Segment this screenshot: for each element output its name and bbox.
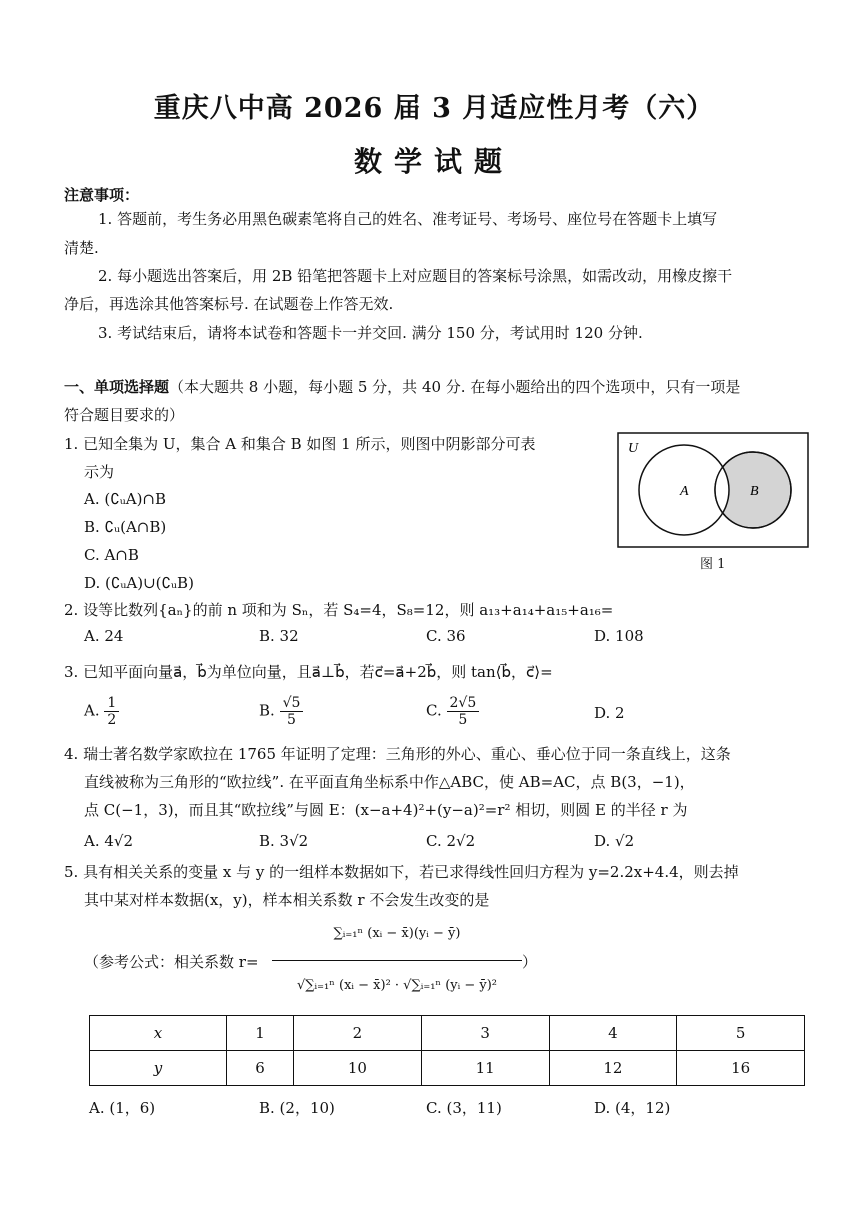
table-cell: 3: [421, 1016, 549, 1051]
q1-option-a: A. (∁ᵤA)∩B: [84, 490, 167, 508]
q4-option-c: C. 2√2: [426, 832, 476, 850]
table-cell: 1: [227, 1016, 294, 1051]
section1-desc-line1: （本大题共 8 小题，每小题 5 分，共 40 分. 在每小题给出的四个选项中，只有一项是: [169, 378, 741, 396]
formula-prefix: （参考公式：相关系数 r=: [84, 953, 259, 971]
q4-option-a: A. 4√2: [84, 832, 134, 850]
q4-stem-line3: 点 C(−1，3)，而且其“欧拉线”与圆 E：(x−a+4)²+(y−a)²=r² 相切，则圆 E 的半径 r 为: [84, 801, 688, 819]
q5-option-a: A. (1，6): [89, 1099, 156, 1117]
table-row: [90, 1051, 805, 1086]
note-3: 3. 考试结束后，请将本试卷和答题卡一并交回. 满分 150 分，考试用时 120 分钟.: [98, 324, 643, 342]
q4-stem-line2: 直线被称为三角形的“欧拉线”. 在平面直角坐标系中作△ABC，使 AB=AC，点 B(3，−1)，: [84, 773, 695, 791]
formula-suffix: ）: [522, 953, 538, 971]
q3-option-b-fraction: $\frac{√5}{5}$: [280, 695, 304, 728]
venn-diagram: [617, 432, 809, 548]
q4-option-b: B. 3√2: [259, 832, 309, 850]
table-cell: x: [90, 1016, 227, 1051]
table-cell: 11: [421, 1051, 549, 1086]
table-cell: 5: [677, 1016, 805, 1051]
label-u: U: [628, 441, 639, 456]
q5-option-d: D. (4，12): [594, 1099, 671, 1117]
q3-option-a-fraction: $\frac{1}{2}$: [104, 695, 119, 728]
q3-option-b-label: B.: [259, 701, 275, 720]
q3-option-c: [426, 695, 479, 728]
q1-option-b: B. ∁ᵤ(A∩B): [84, 518, 167, 536]
q1-stem-line2: 示为: [84, 463, 115, 481]
formula-fraction-bar: [272, 960, 522, 961]
section1-heading: 一、单项选择题: [64, 378, 170, 396]
q5-stem-line1: 5. 具有相关关系的变量 x 与 y 的一组样本数据如下，若已求得线性回归方程为 y=2.2x+4.4，则去掉: [64, 863, 739, 881]
label-b: B: [750, 484, 759, 499]
notes-heading: 注意事项：: [64, 186, 140, 204]
exam-subject: 数学试题: [353, 145, 514, 178]
q5-stem-line2: 其中某对样本数据(x，y)，样本相关系数 r 不会发生改变的是: [84, 891, 490, 909]
q3-option-a-label: A.: [84, 701, 100, 720]
formula-denominator: √∑ᵢ₌₁ⁿ (xᵢ − x̄)² · √∑ᵢ₌₁ⁿ (yᵢ − ȳ)²: [296, 978, 498, 993]
q2-option-a: A. 24: [84, 627, 124, 645]
sample-data-table: [89, 1015, 805, 1086]
q2-option-d: D. 108: [594, 627, 644, 645]
note-1-line1: 1. 答题前，考生务必用黑色碳素笔将自己的姓名、准考证号、考场号、座位号在答题卡上填写: [98, 210, 718, 228]
note-1-line2: 清楚.: [64, 239, 99, 257]
note-2-line2: 净后，再选涂其他答案标号. 在试题卷上作答无效.: [64, 295, 394, 313]
q3-option-d: D. 2: [594, 704, 625, 722]
table-cell: 2: [294, 1016, 422, 1051]
q3-option-a: [84, 695, 119, 728]
q3-option-b: [259, 695, 303, 728]
q2-option-c: C. 36: [426, 627, 466, 645]
formula-numerator: ∑ᵢ₌₁ⁿ (xᵢ − x̄)(yᵢ − ȳ): [333, 926, 461, 941]
q2-option-b: B. 32: [259, 627, 299, 645]
q3-option-c-fraction: $\frac{2√5}{5}$: [447, 695, 480, 728]
q1-option-c: C. A∩B: [84, 546, 139, 564]
label-a: A: [680, 484, 689, 499]
table-cell: 16: [677, 1051, 805, 1086]
q4-stem-line1: 4. 瑞士著名数学家欧拉在 1765 年证明了定理：三角形的外心、重心、垂心位于同一条直线上，这条: [64, 745, 731, 763]
exam-title: 重庆八中高 2026 届 3 月适应性月考（六）: [153, 93, 715, 124]
table-cell: 4: [549, 1016, 677, 1051]
q1-option-d: D. (∁ᵤA)∪(∁ᵤB): [84, 574, 194, 592]
table-cell: 12: [549, 1051, 677, 1086]
q5-option-c: C. (3，11): [426, 1099, 502, 1117]
section1-desc-line2: 符合题目要求的）: [64, 406, 185, 424]
note-2-line1: 2. 每小题选出答案后，用 2B 铅笔把答题卡上对应题目的答案标号涂黑，如需改动，用橡皮擦干: [98, 267, 733, 285]
table-cell: y: [90, 1051, 227, 1086]
table-cell: 10: [294, 1051, 422, 1086]
q2-stem: 2. 设等比数列{aₙ}的前 n 项和为 Sₙ，若 S₄=4，S₈=12，则 a₁₃+a₁₄+a₁₅+a₁₆=: [64, 601, 614, 619]
q4-option-d: D. √2: [594, 832, 635, 850]
q5-option-b: B. (2，10): [259, 1099, 335, 1117]
figure-caption: 图 1: [700, 557, 726, 572]
q3-stem: 3. 已知平面向量a⃗，b⃗为单位向量，且a⃗⊥b⃗，若c⃗=a⃗+2b⃗，则 tan⟨b⃗，c⃗⟩=: [64, 663, 553, 681]
table-row: [90, 1016, 805, 1051]
q3-option-c-label: C.: [426, 701, 442, 720]
table-cell: 6: [227, 1051, 294, 1086]
q1-stem-line1: 1. 已知全集为 U，集合 A 和集合 B 如图 1 所示，则图中阴影部分可表: [64, 435, 536, 453]
section1-heading-line: [64, 377, 740, 397]
